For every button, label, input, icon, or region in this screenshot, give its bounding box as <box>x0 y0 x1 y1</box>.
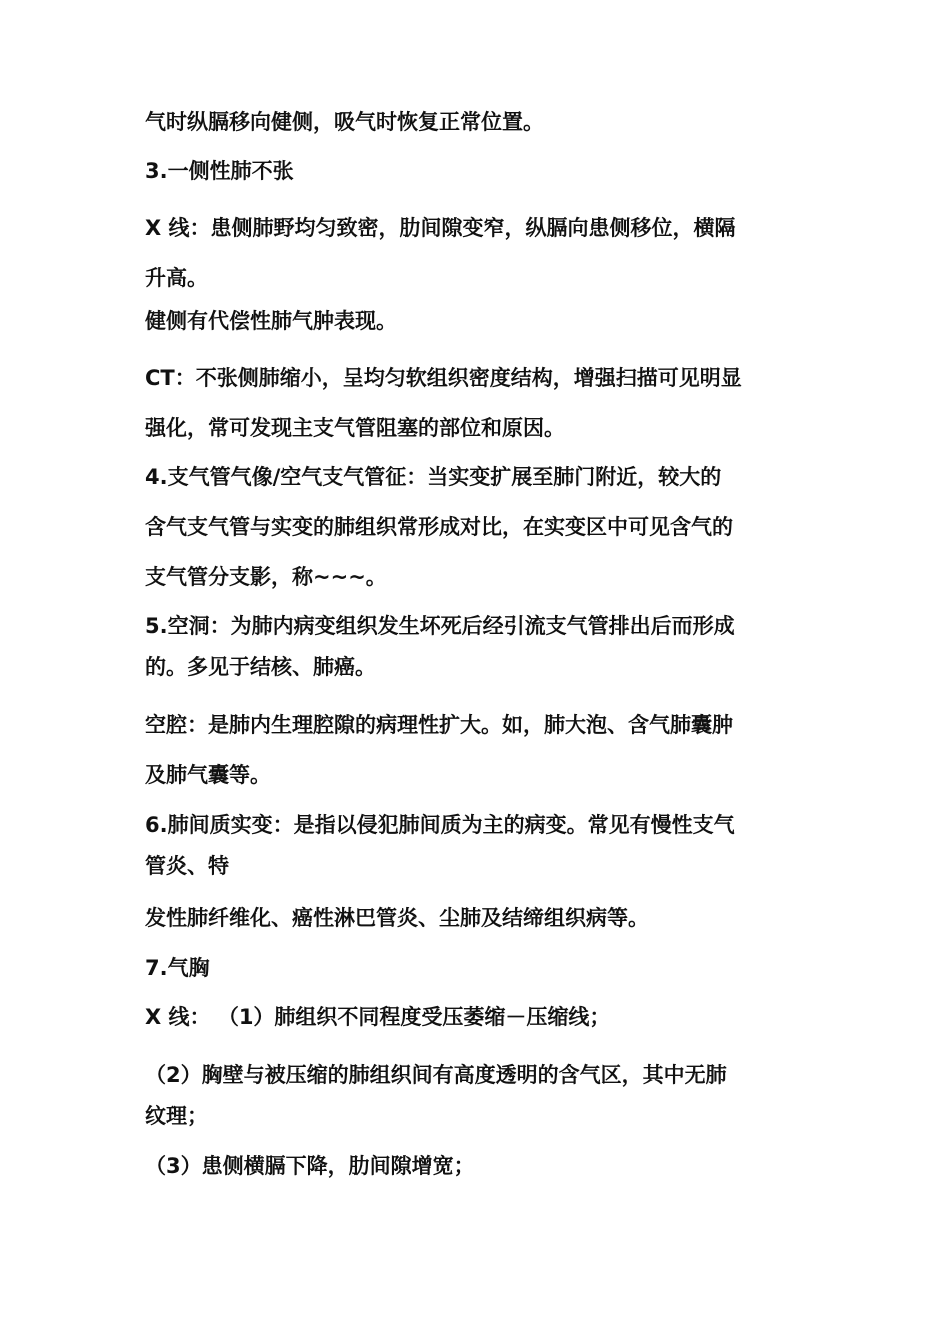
text-line: （2）胸壁与被压缩的肺组织间有高度透明的含气区，其中无肺 <box>145 1063 727 1087</box>
section-heading: 7.气胸 <box>145 956 210 980</box>
text-line: 空腔：是肺内生理腔隙的病理性扩大。如，肺大泡、含气肺囊肿 <box>145 713 733 737</box>
text-line: 及肺气囊等。 <box>145 763 271 787</box>
text-line: 的。多见于结核、肺癌。 <box>145 655 376 679</box>
text-line: 强化，常可发现主支气管阻塞的部位和原因。 <box>145 416 565 440</box>
text-line: 含气支气管与实变的肺组织常形成对比，在实变区中可见含气的 <box>145 515 733 539</box>
text-line: X 线： （1）肺组织不同程度受压萎缩－压缩线； <box>145 1005 611 1029</box>
text-line: 健侧有代偿性肺气肿表现。 <box>145 309 397 333</box>
text-line: 支气管分支影，称~~~。 <box>145 565 387 589</box>
text-line: 纹理； <box>145 1104 208 1128</box>
text-line: 气时纵膈移向健侧，吸气时恢复正常位置。 <box>145 110 544 134</box>
text-line: 发性肺纤维化、癌性淋巴管炎、尘肺及结缔组织病等。 <box>145 906 649 930</box>
section-heading: 3.一侧性肺不张 <box>145 159 294 183</box>
section-heading: 4.支气管气像/空气支气管征：当实变扩展至肺门附近，较大的 <box>145 465 722 489</box>
text-line: X 线：患侧肺野均匀致密，肋间隙变窄，纵膈向患侧移位，横隔 <box>145 216 736 240</box>
text-line: CT：不张侧肺缩小，呈均匀软组织密度结构，增强扫描可见明显 <box>145 366 742 390</box>
section-heading: 5.空洞：为肺内病变组织发生坏死后经引流支气管排出后而形成 <box>145 614 735 638</box>
section-heading: 6.肺间质实变：是指以侵犯肺间质为主的病变。常见有慢性支气 <box>145 813 735 837</box>
text-line: 管炎、特 <box>145 854 229 878</box>
text-line: （3）患侧横膈下降，肋间隙增宽； <box>145 1154 475 1178</box>
text-line: 升高。 <box>145 266 208 290</box>
